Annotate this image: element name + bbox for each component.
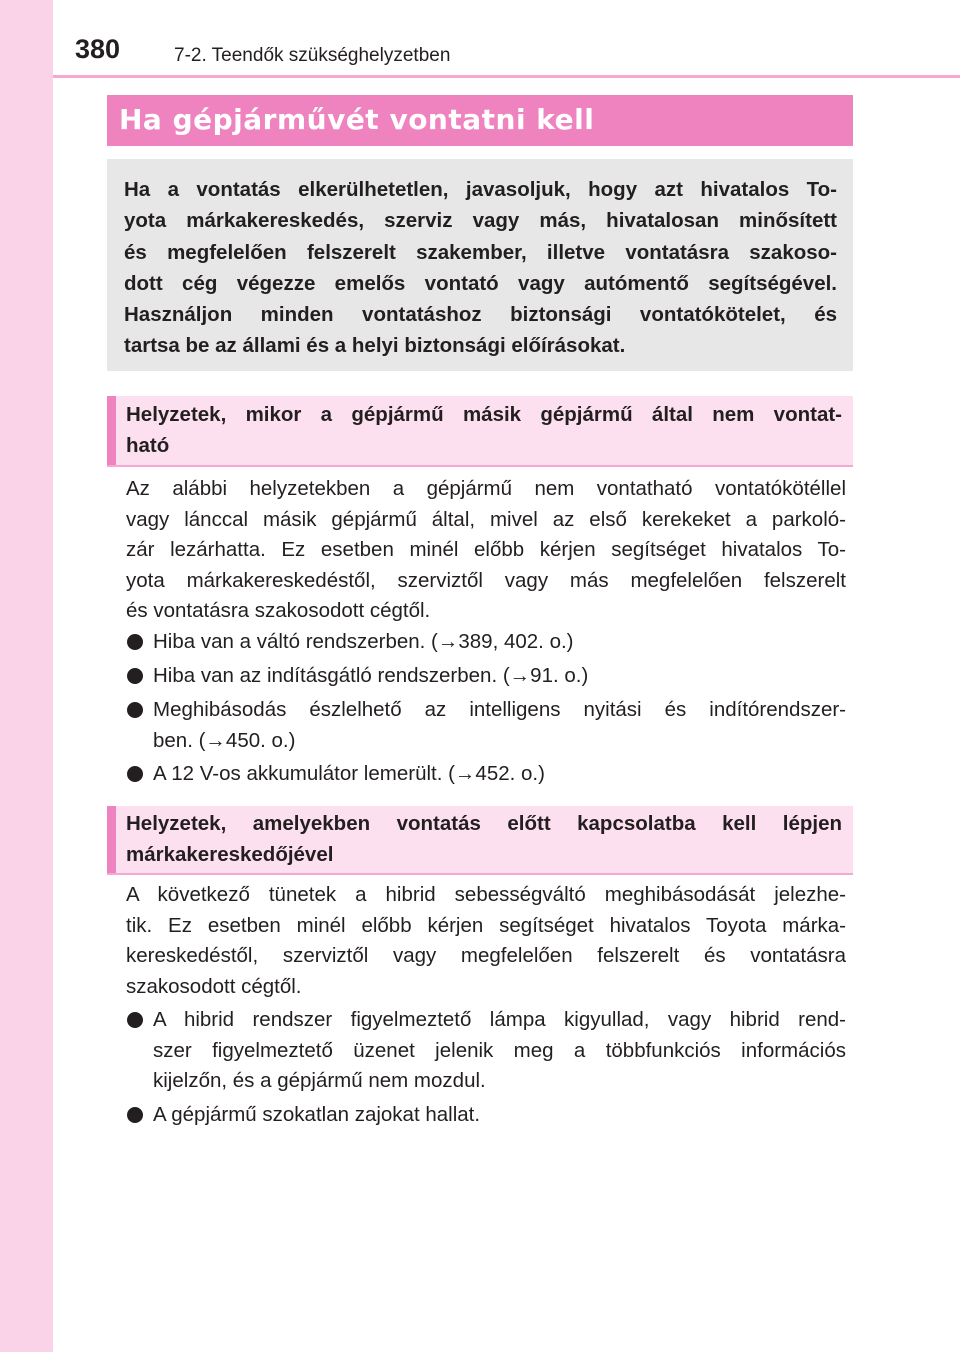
section-label: 7-2. Teendők szükséghelyzetben — [174, 45, 451, 66]
paragraph-line: A következő tünetek a hibrid sebességváltó meghibásodását jelezhe- — [126, 883, 846, 906]
section2-heading-rule — [107, 873, 853, 875]
page-title: Ha gépjárművét vontatni kell — [119, 103, 595, 136]
section1-heading — [107, 396, 853, 465]
header-rule — [53, 75, 960, 78]
section1-heading-line: ható — [126, 434, 170, 457]
list-item-line: kijelzőn, és a gépjármű nem mozdul. — [153, 1069, 486, 1092]
section2-heading — [107, 806, 853, 873]
list-item-line: Hiba van a váltó rendszerben. (→389, 402. o.) — [153, 630, 574, 653]
list-item-line: A hibrid rendszer figyelmeztető lámpa kigyullad, vagy hibrid rend- — [153, 1008, 846, 1031]
list-item — [126, 759, 846, 790]
list-item — [126, 1100, 846, 1131]
section1-heading-line: Helyzetek, mikor a gépjármű másik gépjármű által nem vontat- — [126, 403, 842, 426]
list-item-line: szer figyelmeztető üzenet jelenik meg a többfunkciós információs — [153, 1038, 846, 1062]
list-item-line: A 12 V-os akkumulátor lemerült. (→452. o.) — [153, 762, 545, 785]
section2-heading-line: márkakereskedőjével — [126, 843, 334, 866]
title-bar — [107, 95, 853, 146]
intro-line: Használjon minden vontatáshoz biztonsági vontatókötelet, és — [124, 303, 837, 327]
section1-heading-rule — [107, 465, 853, 467]
paragraph-line: vagy lánccal másik gépjármű által, mivel az első kerekeket a parkoló- — [126, 507, 846, 531]
intro-box — [107, 159, 853, 371]
side-margin-strip — [0, 0, 53, 1352]
list-item-line: Hiba van az indításgátló rendszerben. (→91. o.) — [153, 664, 589, 687]
list-item — [126, 661, 846, 692]
bullet-icon — [126, 698, 145, 717]
paragraph-line: yota márkakereskedéstől, szerviztől vagy más megfelelően felszerelt — [126, 568, 846, 592]
paragraph-line: Az alábbi helyzetekben a gépjármű nem vontatható vontatókötéllel — [126, 477, 846, 500]
section2-paragraph — [126, 880, 846, 1002]
page-number: 380 — [75, 34, 121, 64]
list-item-line: ben. (→450. o.) — [153, 728, 296, 752]
section1-paragraph — [126, 474, 846, 627]
paragraph-line: kereskedéstől, szerviztől vagy megfelelően felszerelt és vontatásra — [126, 944, 846, 967]
paragraph-line: tik. Ez esetben minél előbb kérjen segítséget hivatalos Toyota márka- — [126, 913, 846, 937]
intro-line: Ha a vontatás elkerülhetetlen, javasoljuk, hogy azt hivatalos To- — [124, 178, 837, 201]
list-item — [126, 1005, 846, 1097]
paragraph-line: és vontatásra szakosodott cégtől. — [126, 599, 431, 622]
bullet-icon — [126, 1103, 145, 1122]
bullet-icon — [126, 630, 145, 649]
bullet-icon — [126, 1008, 145, 1027]
list-item-line: Meghibásodás észlelhető az intelligens nyitási és indítórendszer- — [153, 698, 846, 721]
paragraph-line: szakosodott cégtől. — [126, 974, 302, 998]
bullet-icon — [126, 762, 145, 781]
paragraph-line: zár lezárhatta. Ez esetben minél előbb kérjen segítséget hivatalos To- — [126, 538, 846, 561]
intro-line: és megfelelően felszerelt szakember, illetve vontatásra szakoso- — [124, 240, 837, 264]
bullet-icon — [126, 664, 145, 683]
intro-line: tartsa be az állami és a helyi biztonsági előírásokat. — [124, 334, 626, 358]
page-header — [53, 0, 960, 78]
intro-line: dott cég végezze emelős vontató vagy autómentő segítségével. — [124, 271, 837, 295]
list-item-line: A gépjármű szokatlan zajokat hallat. — [153, 1103, 481, 1126]
list-item — [126, 695, 846, 756]
list-item — [126, 627, 846, 658]
section2-heading-line: Helyzetek, amelyekben vontatás előtt kapcsolatba kell lépjen — [126, 812, 842, 835]
intro-line: yota márkakereskedés, szerviz vagy más, hivatalosan minősített — [124, 209, 837, 233]
